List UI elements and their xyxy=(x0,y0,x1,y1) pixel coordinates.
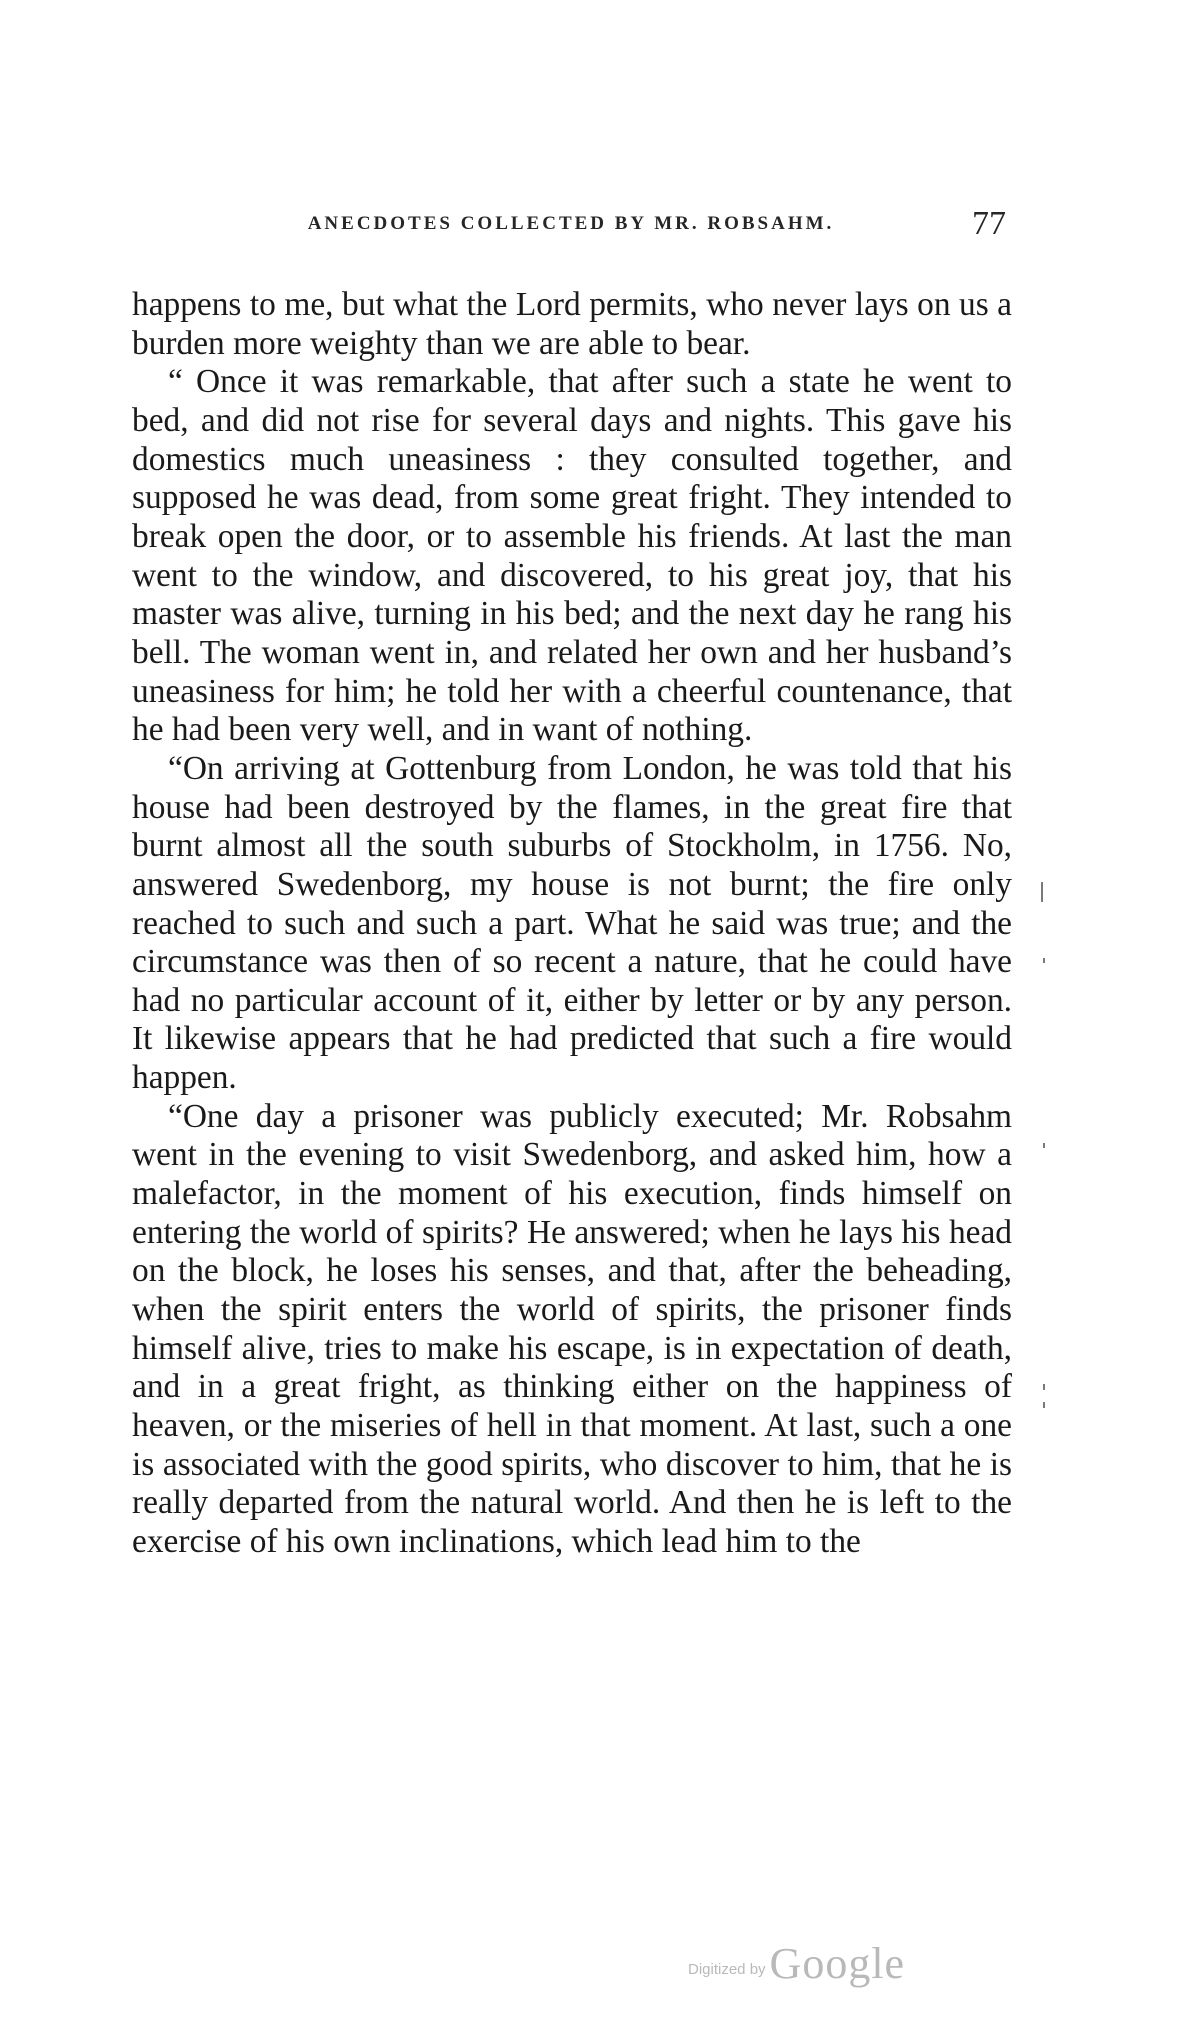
margin-mark xyxy=(1043,1402,1045,1408)
margin-mark xyxy=(1043,1384,1045,1390)
margin-mark xyxy=(1043,1143,1045,1148)
page-number: 77 xyxy=(972,205,1006,242)
margin-mark xyxy=(1043,958,1045,963)
body-text xyxy=(132,286,1012,1562)
paragraph-continued: happens to me, but what the Lord permits, who never lays on us a burden more weighty than we are able to bear. xyxy=(132,286,1012,362)
watermark-prefix: Digitized by xyxy=(688,1961,766,1978)
running-head xyxy=(132,205,1010,245)
margin-mark xyxy=(1041,882,1043,902)
paragraph: “On arriving at Gottenburg from London, he was told that his house had been destroyed by the flames, in the great fire that burnt almost all the south suburbs of Stockholm, in 1756. No, answered Swedenborg, my house is not burnt; the fire only reached to such and such a part. What he said was true; and the circumstance was then of so recent a nature, that he could have had no particular account of it, either by letter or by any person. It likewise appears that he had predicted that such a fire would happen. xyxy=(132,749,1012,1097)
watermark-brand: Google xyxy=(769,1939,906,1988)
paragraph: “ Once it was remarkable, that after such a state he went to bed, and did not rise for several days and nights. This gave his domestics much uneasiness : they consulted together, and supposed he was dead, from some great fright. They intended to break open the door, or to assemble his friends. At last the man went to the window, and discovered, to his great joy, that his master was alive, turning in his bed; and the next day he rang his bell. The woman went in, and related her own and her husband’s uneasiness for him; he told her with a cheerful countenance, that he had been very well, and in want of nothing. xyxy=(132,363,1012,749)
running-title: ANECDOTES COLLECTED BY MR. ROBSAHM. xyxy=(307,213,835,234)
paragraph: “One day a prisoner was publicly executed; Mr. Robsahm went in the evening to visit Swedenborg, and asked him, how a malefactor, in the moment of his execution, finds himself on entering the world of spirits? He answered; when he lays his head on the block, he loses his senses, and that, after the beheading, when the spirit enters the world of spirits, the prisoner finds himself alive, tries to make his escape, is in expectation of death, and in a great fright, as thinking either on the happiness of heaven, or the miseries of hell in that moment. At last, such a one is associated with the good spirits, who discover to him, that he is really departed from the natural world. And then he is left to the exercise of his own inclinations, which lead him to the xyxy=(132,1097,1012,1560)
digitized-watermark xyxy=(688,1938,905,1988)
